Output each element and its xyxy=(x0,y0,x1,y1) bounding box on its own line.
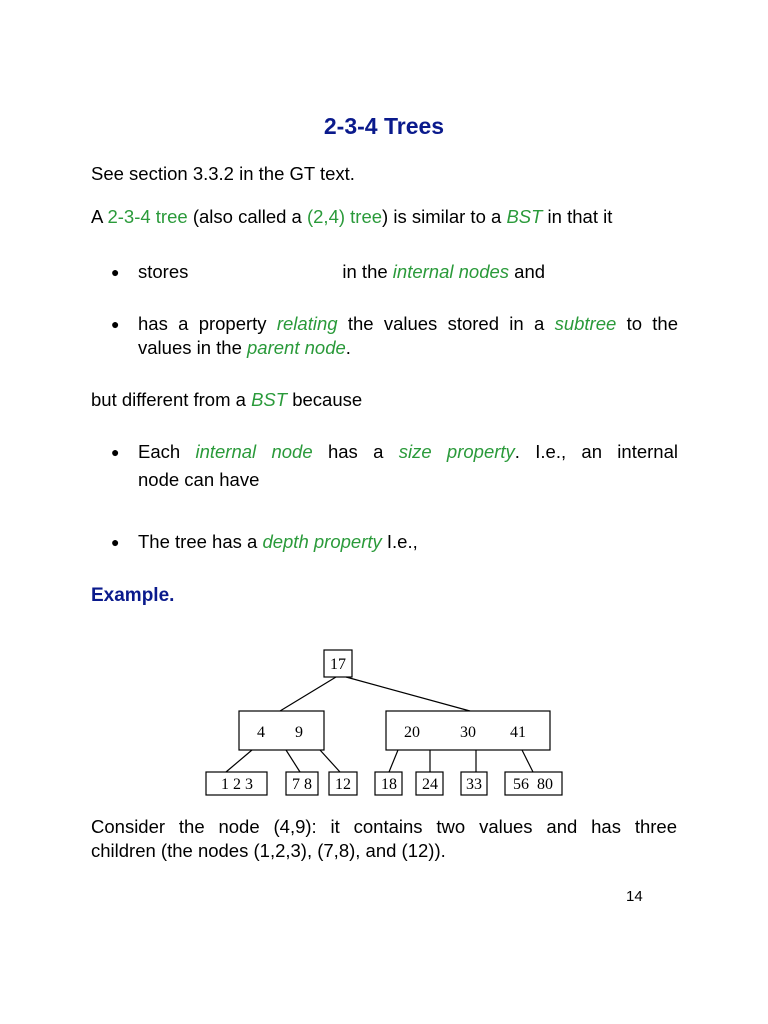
bullet-stores xyxy=(138,260,545,284)
leaf-keys: 7 8 xyxy=(292,776,312,793)
node-key: 4 xyxy=(257,724,265,741)
definition-middle: (also called a xyxy=(187,206,307,227)
term-internal-nodes: internal nodes xyxy=(392,261,510,282)
bullet-text: has a xyxy=(312,441,399,462)
bullet-text: has a property xyxy=(138,313,277,334)
different-text xyxy=(91,388,362,412)
definition-text xyxy=(91,205,612,229)
bullet-dot: ● xyxy=(111,444,120,460)
leaf-keys: 33 xyxy=(466,776,482,793)
internal-node-left xyxy=(239,711,324,750)
term-2-3-4-tree: 2-3-4 tree xyxy=(107,206,188,227)
bullet-dot: ● xyxy=(111,534,120,550)
page-title: 2-3-4 Trees xyxy=(323,113,445,139)
definition-middle2: ) is similar to a xyxy=(382,206,507,227)
node-key: 41 xyxy=(510,724,526,741)
edge xyxy=(320,750,340,772)
bullet-text: values in the xyxy=(138,337,248,358)
node-key: 30 xyxy=(460,724,476,741)
bullet-size-line2: node can have xyxy=(138,469,260,490)
edge xyxy=(226,750,252,772)
leaf-keys: 56 80 xyxy=(513,776,553,793)
bullet-text: Each xyxy=(138,441,196,462)
bullet-size-line1 xyxy=(138,440,678,464)
intro-text: See section 3.3.2 in the GT text. xyxy=(91,163,355,184)
term-2-4-tree: (2,4) tree xyxy=(306,206,383,227)
leaf-keys: 24 xyxy=(422,776,438,793)
edge xyxy=(389,750,398,772)
bullet-text: . xyxy=(345,337,351,358)
bullet-text: and xyxy=(509,261,546,282)
edge xyxy=(286,750,300,772)
page-number: 14 xyxy=(626,888,643,905)
edge xyxy=(346,677,470,711)
leaf-keys: 1 2 3 xyxy=(221,776,253,793)
bullet-text: stores xyxy=(138,261,189,282)
bullet-dot: ● xyxy=(111,264,120,280)
term-size-property: size property xyxy=(398,441,515,462)
bullet-property-line2 xyxy=(138,336,351,360)
consider-line1: Consider the node (4,9): it contains two values and has three xyxy=(91,816,677,837)
bullet-text: The tree has a xyxy=(138,531,263,552)
term-depth-property: depth property xyxy=(262,531,382,552)
term-internal-node: internal node xyxy=(195,441,313,462)
bullet-text: to the xyxy=(616,313,678,334)
definition-suffix: in that it xyxy=(542,206,613,227)
bullet-property-line1 xyxy=(138,312,678,336)
term-relating: relating xyxy=(276,313,338,334)
root-key: 17 xyxy=(330,656,346,673)
node-key: 20 xyxy=(404,724,420,741)
term-subtree: subtree xyxy=(554,313,617,334)
edge xyxy=(522,750,533,772)
consider-line2: children (the nodes (1,2,3), (7,8), and (12)). xyxy=(91,840,446,861)
example-heading: Example. xyxy=(91,585,175,606)
different-prefix: but different from a xyxy=(91,389,252,410)
bullet-text: the values stored in a xyxy=(337,313,555,334)
bullet-text: . I.e., an internal xyxy=(514,441,678,462)
bullet-text: I.e., xyxy=(381,531,418,552)
leaf-keys: 18 xyxy=(381,776,397,793)
tree-diagram xyxy=(0,640,768,800)
edge xyxy=(280,677,336,711)
term-bst: BST xyxy=(506,206,543,227)
bullet-depth xyxy=(138,530,418,554)
bullet-dot: ● xyxy=(111,316,120,332)
term-parent-node: parent node xyxy=(247,337,346,358)
different-suffix: because xyxy=(287,389,363,410)
node-key: 9 xyxy=(295,724,303,741)
bullet-text: in the xyxy=(342,261,393,282)
leaf-keys: 12 xyxy=(335,776,351,793)
term-bst: BST xyxy=(251,389,288,410)
definition-prefix: A xyxy=(91,206,108,227)
